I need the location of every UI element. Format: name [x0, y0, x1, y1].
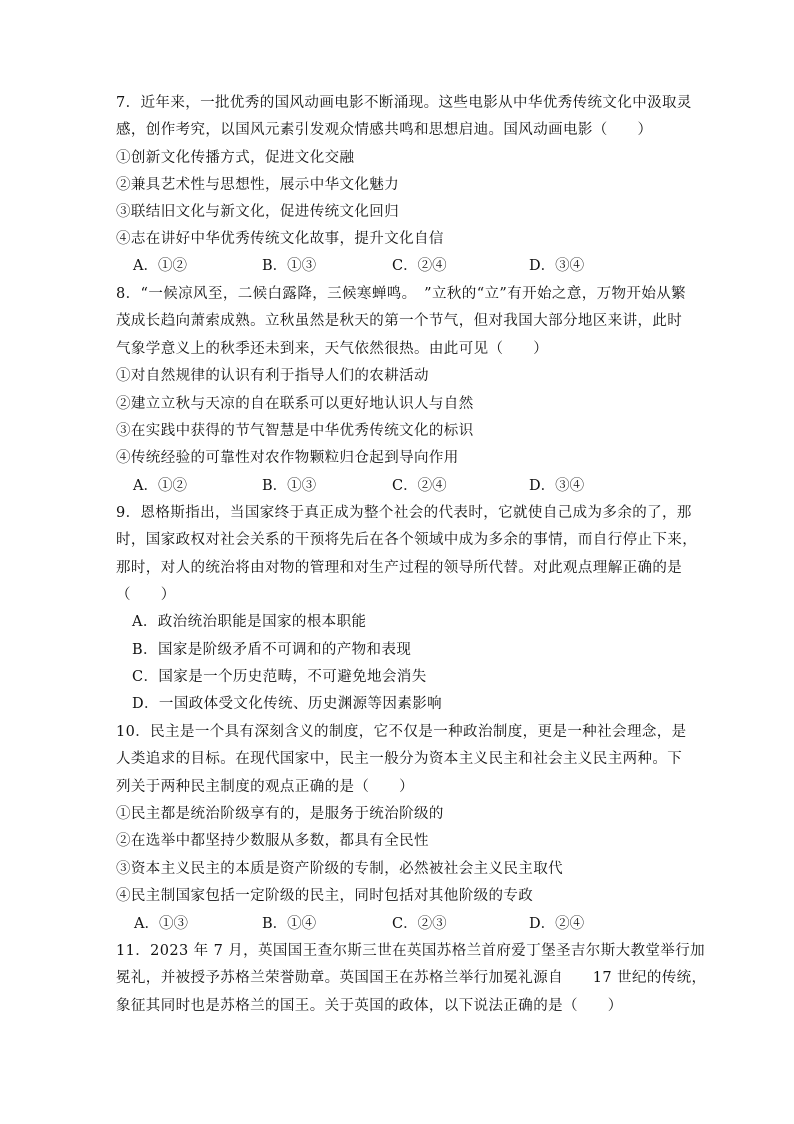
q7-stem-line-2: 感，创作考究，以国风元素引发观众情感共鸣和思想启迪。国风动画电影（ ） — [116, 122, 653, 138]
q9-stem-line-3: 那时，对人的统治将由对物的管理和对生产过程的领导所代替。对此观点理解正确的是 — [116, 560, 683, 576]
q10-option-b[interactable]: B．①④ — [262, 916, 317, 932]
q9-stem-line-1: 9．恩格斯指出，当国家终于真正成为整个社会的代表时，它就使自己成为多余的了，那 — [116, 505, 692, 521]
q8-option-a[interactable]: A．①② — [133, 478, 187, 494]
q8-option-b[interactable]: B．①③ — [262, 478, 317, 494]
q9-option-a[interactable]: A．政治统治职能是国家的根本职能 — [132, 614, 367, 630]
q7-option-c[interactable]: C．②④ — [392, 258, 447, 274]
q7-option-a[interactable]: A．①② — [133, 258, 187, 274]
q10-stem-line-2: 人类追求的目标。在现代国家中，民主一般分为资本主义民主和社会主义民主两种。下 — [116, 751, 683, 767]
q8-option-d[interactable]: D．③④ — [529, 478, 585, 494]
q10-option-d[interactable]: D．②④ — [529, 916, 585, 932]
q10-option-a[interactable]: A．①③ — [134, 916, 188, 932]
q10-stem-line-3: 列关于两种民主制度的观点正确的是（ ） — [116, 779, 414, 795]
q11-stem-line-3: 象征其同时也是苏格兰的国王。关于英国的政体，以下说法正确的是（ ） — [116, 998, 623, 1014]
q8-item-1: ①对自然规律的认识有利于指导人们的农耕活动 — [116, 368, 429, 384]
q7-item-3: ③联结旧文化与新文化，促进传统文化回归 — [116, 204, 400, 220]
q10-item-1: ①民主都是统治阶级享有的，是服务于统治阶级的 — [116, 806, 444, 822]
q9-option-c[interactable]: C．国家是一个历史范畴，不可避免地会消失 — [132, 669, 427, 685]
q7-option-b[interactable]: B．①③ — [262, 258, 317, 274]
q11-stem-line-2: 冕礼，并被授予苏格兰荣誉勋章。英国国王在苏格兰举行加冕礼源自 17 世纪的传统， — [116, 970, 707, 986]
q10-item-2: ②在选举中都坚持少数服从多数，都具有全民性 — [116, 833, 429, 849]
q10-item-3: ③资本主义民主的本质是资产阶级的专制，必然被社会主义民主取代 — [116, 861, 563, 877]
q9-stem-line-4: （ ） — [116, 587, 176, 603]
q7-item-4: ④志在讲好中华优秀传统文化故事，提升文化自信 — [116, 231, 444, 247]
q7-item-2: ②兼具艺术性与思想性，展示中华文化魅力 — [116, 177, 400, 193]
q8-stem-line-1: 8．“一候凉风至，二候白露降，三候寒蝉鸣。 ”立秋的“立”有开始之意，万物开始从繁 — [116, 286, 687, 302]
q8-item-4: ④传统经验的可靠性对农作物颗粒归仓起到导向作用 — [116, 450, 459, 466]
q8-option-c[interactable]: C．②④ — [392, 478, 447, 494]
q10-stem-line-1: 10．民主是一个具有深刻含义的制度，它不仅是一种政治制度，更是一种社会理念，是 — [116, 724, 687, 740]
q8-stem-line-3: 气象学意义上的秋季还未到来，天气依然很热。由此可见（ ） — [116, 341, 549, 357]
q9-option-b[interactable]: B．国家是阶级矛盾不可调和的产物和表现 — [132, 642, 412, 658]
q7-stem-line-1: 7．近年来，一批优秀的国风动画电影不断涌现。这些电影从中华优秀传统文化中汲取灵 — [116, 95, 692, 111]
q10-item-4: ④民主制国家包括一定阶级的民主，同时包括对其他阶级的专政 — [116, 888, 534, 904]
q9-option-d[interactable]: D．一国政体受文化传统、历史渊源等因素影响 — [132, 696, 443, 712]
q8-stem-line-2: 茂成长趋向萧索成熟。立秋虽然是秋天的第一个节气，但对我国大部分地区来讲，此时 — [116, 313, 683, 329]
q11-stem-line-1: 11．2023 年 7 月，英国国王查尔斯三世在英国苏格兰首府爱丁堡圣吉尔斯大教堂举行加 — [116, 943, 706, 959]
q10-option-c[interactable]: C．②③ — [392, 916, 447, 932]
q7-option-d[interactable]: D．③④ — [529, 258, 585, 274]
q9-stem-line-2: 时，国家政权对社会关系的干预将先后在各个领域中成为多余的事情，而自行停止下来， — [116, 532, 698, 548]
q8-item-2: ②建立立秋与天凉的自在联系可以更好地认识人与自然 — [116, 396, 474, 412]
q8-item-3: ③在实践中获得的节气智慧是中华优秀传统文化的标识 — [116, 423, 474, 439]
q7-item-1: ①创新文化传播方式，促进文化交融 — [116, 150, 355, 166]
